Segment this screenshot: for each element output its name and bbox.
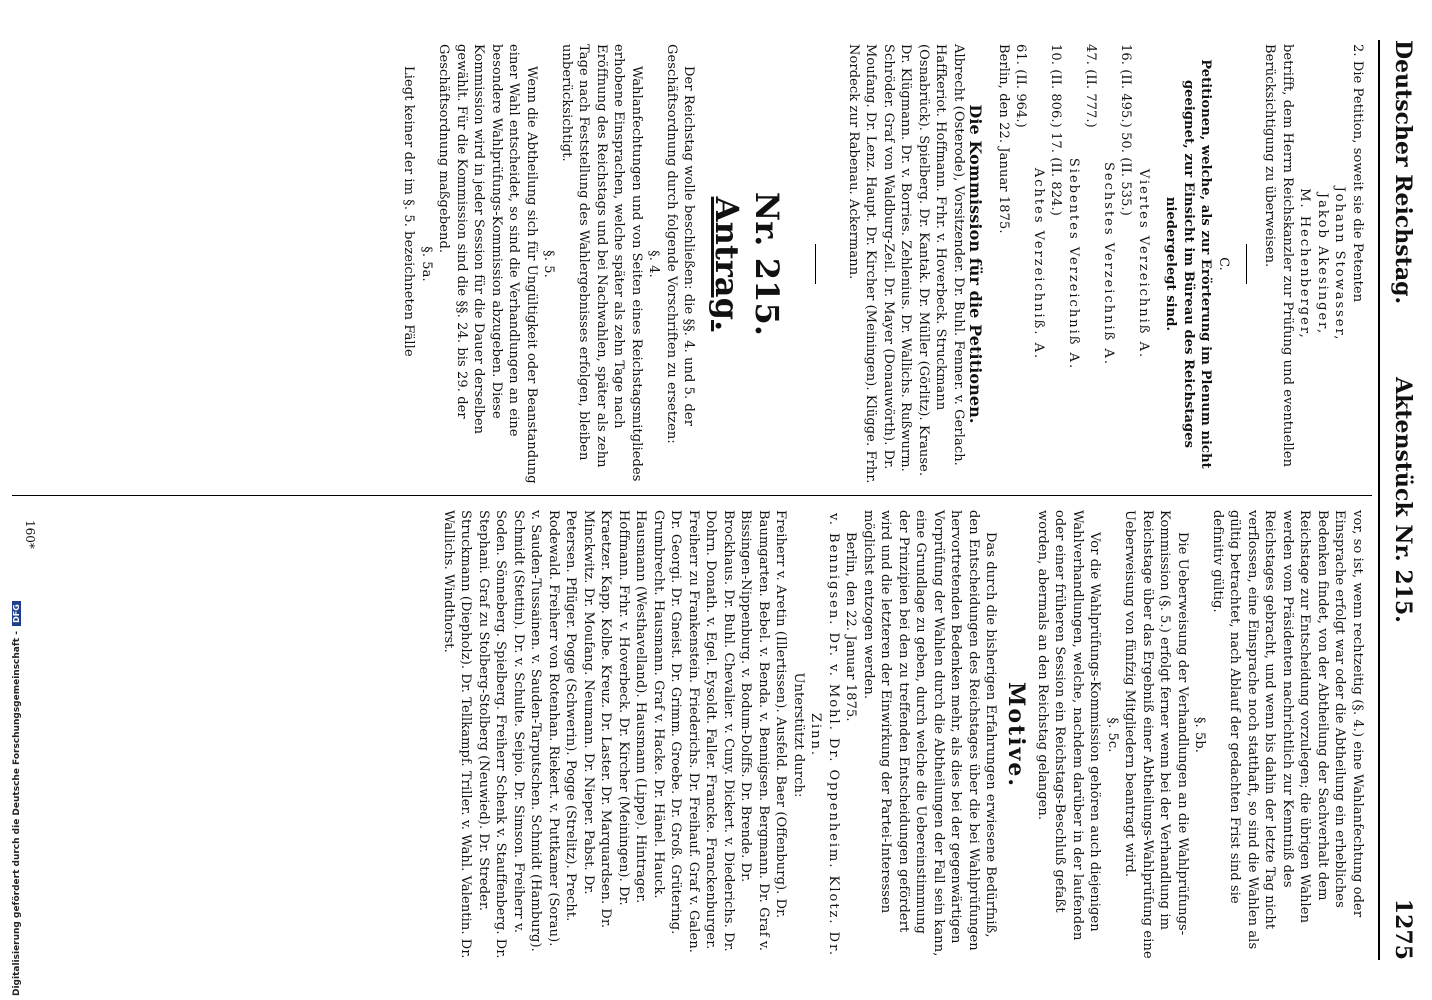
petitions-heading: Petitionen, welche, als zur Erörterung im Plenum nicht geeignet, zur Einsicht im Büreau des Reichstages niedergelegt sind. bbox=[1163, 59, 1214, 469]
petent-name-2: Jakob Akesinger, bbox=[1315, 192, 1330, 336]
separator-rule bbox=[1246, 244, 1247, 284]
list-8: Achtes Verzeichniß. A. bbox=[1031, 167, 1046, 361]
para-5a-heading: §. 5a. bbox=[419, 246, 434, 282]
right-date: Berlin, den 22. Januar 1875. bbox=[843, 532, 859, 722]
column-divider bbox=[12, 495, 1372, 496]
petent-name-3: M. Hechenberger, bbox=[1297, 188, 1313, 340]
supported-by: Unterstützt durch: bbox=[791, 672, 806, 798]
para-5-text: Wenn die Abtheilung sich für Ungültigkeit oder Beanstandung einer Wahl entscheidet, so sind die Verhandlungen an eine besondere Wahlprüfungs-Kommission abzugeben. Diese Kommission wird in jeder Session für die Dauer derselben gewählt. Für die Kommission sind die §§. 24. bis 29. der Geschäftsordnung maßgebend. bbox=[436, 44, 539, 484]
document-number: Nr. 215. bbox=[748, 191, 787, 337]
funding-text: Digitalisierung gefördert durch die Deutsche Forschungsgemeinschaft - bbox=[12, 631, 22, 996]
supporters-list: Freiherr v. Aretin (Illertissen). Ausfeld. Baer (Offenburg). Dr. Baumgarten. Bebel. v. Benda. v. Bennigsen. Bergmann. Dr. Graf v. Bissingen-Nippenburg. v. Bodum-Dolffs. Dr. Brende. Dr. Brockhaus. Dr. Buhl. Chevalier. v. Cuny. Dickert. v. Diederichs. Dr. Dohrn. Donath. v. Egel. Eysoldt. Faller. Francke. Franckenburger. Freiherr zu Frankenstein. Friederichs. Dr. Freihauf. Graf v. Galen. Dr. Georgi. Dr. Gneist. Dr. Grimm. Groebe. Dr. Groß. Grütering. Grumbrecht. Hausmann. Graf v. Hacke. Dr. Hänel. Hauck. Hausmann (Westhavelland). Hausmann (Lippe). Hintrager. Hoffmann. Frhr. v. Hoverbeck. Dr. Kircher (Meiningen). Dr. Kraetzer. Kapp. Kolbe. Kreuz. Dr. Laster. Dr. Marquardsen. Dr. Minckwitz. Dr. Moufang. Neumann. Dr. Nieper. Pabst. Dr. Petersen. Pflüger. Pogge (Schwerin). Pogge (Strelitz). Precht. Rodewald. Freiherr von Rotenhan. Riekert. v. Puttkamer (Sorau). v. Sauden-Tussainen. v. Sauden-Tarputschen. Schmidt (Hamburg). Schmidt (Stettin). Dr. v. Schulte. Seipio. Dr. Simson. Freiherr v. Soden. Sönneberg. Spielberg. Freiherr Schenk v. Stauffenberg. Dr. Stephani. Graf zu Stolberg-Stolberg (Neuwied). Dr. Streder. Struckmann (Diepholz). Dr. Tellkampf. Triller. v. Wahl. Valentin. Dr. Wallichs. Windthorst. bbox=[441, 510, 789, 959]
para-5c-heading: §. 5c. bbox=[1105, 717, 1120, 753]
commission-title: Die Kommission für die Petitionen. bbox=[966, 104, 986, 424]
para-4-heading: §. 4. bbox=[646, 250, 662, 278]
list-6-items: 47. (II. 777.) bbox=[1083, 44, 1099, 128]
signers: v. Bennigsen. Dr. v. Mohl. Dr. Oppenheim. Klotz. Dr. Zinn. bbox=[808, 512, 841, 958]
para-5a-text: Liegt keiner der im §. 5. bezeichneten Fälle bbox=[401, 66, 417, 357]
left-date: Berlin, den 22. Januar 1875. bbox=[996, 44, 1011, 234]
dfg-logo: DFG bbox=[12, 601, 21, 626]
item-2-rest: betrifft, dem Herrn Reichskanzler zur Prüfung und eventuellen Berücksichtigung zu überweisen. bbox=[1262, 44, 1295, 468]
list-4: Viertes Verzeichniß A. bbox=[1136, 168, 1151, 360]
para-5-heading: §. 5. bbox=[541, 250, 557, 278]
sheet-signature: 160* bbox=[23, 520, 37, 549]
motive-heading: Motive. bbox=[1003, 682, 1030, 788]
para-5b-heading: §. 5b. bbox=[1192, 716, 1208, 754]
section-c: C. bbox=[1216, 257, 1231, 271]
page-header bbox=[1378, 40, 1424, 960]
petent-name-1: Johann Stowasser, bbox=[1332, 186, 1348, 342]
para-4-text: Wahlanfechtungen und von Seiten eines Reichstagsmitgliedes erhobene Einsprachen, welche später als zehn Tage nach Eröffnung des Reichstags und bei Nachwahlen, später als zehn Tage nach Feststellung des Wahlergebnisses erfolgen, bleiben unberücksichtigt. bbox=[559, 44, 644, 482]
para-5c-text: Vor die Wahlprüfungs-Kommission gehören auch diejenigen Wahlverhandlungen, welche, nachdem darüber in der laufenden oder einer früheren Session ein Reichstags-Beschluß gefaßt worden, abermals an den Reichstag gelangen. bbox=[1035, 510, 1103, 941]
header-center: Aktenstück Nr. 215. bbox=[1390, 377, 1416, 623]
separator-rule-2 bbox=[816, 244, 817, 284]
commission-members: Albrecht (Osterode), Vorsitzender. Dr. Buhl. Fenner. v. Gerlach. Haffkeriot. Hoffmann. Frhr. v. Hoverbeck. Struckmann (Osnabrück). Spielberg. Dr. Kantak. Dr. Müller (Görlitz). Krause. Dr. Klügmann. Dr. v. Borries. Zehlenius. Dr. Wallichs. Rußwurm. Schröder. Graf von Waldburg-Zeil. Dr. Mayer (Donauwörth). Dr. Moufang. Dr. Lenz. Haupt. Dr. Kircher (Meiningen). Klügge. Frhr. Nordeck zur Rabenau. Ackermann. bbox=[846, 44, 966, 484]
list-7: Siebentes Verzeichniß A. bbox=[1066, 157, 1081, 371]
list-4-items: 16. (II. 495.) 50. (II. 535.) bbox=[1118, 44, 1134, 216]
motive-text: Das durch die bisherigen Erfahrungen erwiesene Bedürfniß, den Entscheidungen des Reichstages über die bei Wahlprüfungen hervortretenden Bedenken mehr, als dies bei der gegenwärtigen Vorprüfung der Wahlen durch die Abtheilungen der Fall sein kann, eine Grundlage zu geben, durch welche die Uebereinstimmung der Prinzipien bei den zu treffenden Entscheidungen gefördert wird und die letzteren der Einwirkung der Partei-Interessen möglichst entzogen werden. bbox=[861, 510, 999, 957]
page-number: 1275 bbox=[1390, 898, 1416, 960]
item-2: 2. Die Petition, soweit sie die Petenten bbox=[1350, 44, 1365, 303]
list-7-items: 10. (II. 806.) 17. (II. 824.) bbox=[1048, 44, 1064, 216]
para-5a-continued: vor, so ist, wenn rechtzeitig (§. 4.) eine Wahlanfechtung oder Einsprache erfolgt war oder die Abtheilung ein erhebliches Bedenken findet, von der Abtheilung der Sachverhalt dem Reichstage zur Entscheidung vorzulegen; die übrigen Wahlen werden vom Präsidenten nachrichtlich zur Kenntniß des Reichstages gebracht, und wenn bis dahin der letzte Tag nicht verflossen, eine Einsprache noch statthaft, so sind die Wahlen als gültig betrachtet, nach Ablauf der gedachten Frist sind sie definitiv gültig. bbox=[1210, 510, 1365, 950]
list-6: Sechstes Verzeichniß A. bbox=[1101, 162, 1116, 366]
antrag-intro: Der Reichstag wolle beschließen: die §§. 4. und 5. der Geschäftsordnung durch folgende Vorschriften zu ersetzen: bbox=[664, 44, 697, 444]
left-column bbox=[400, 44, 1366, 484]
header-left: Deutscher Reichstag. bbox=[1390, 40, 1416, 305]
antrag-heading: Antrag. bbox=[708, 196, 747, 332]
right-column bbox=[440, 510, 1367, 960]
para-5b-text: Die Ueberweisung der Verhandlungen an die Wahlprüfungs-Kommission (§. 5.) erfolgt ferner wenn bei der Verhandlung im Reichstage über das Ergebniß einer Abtheilungs-Wahlprüfung eine Ueberweisung von fünfzig Mitgliedern beantragt wird. bbox=[1122, 510, 1190, 959]
list-8-items: 61. (II. 964.) bbox=[1013, 44, 1029, 128]
